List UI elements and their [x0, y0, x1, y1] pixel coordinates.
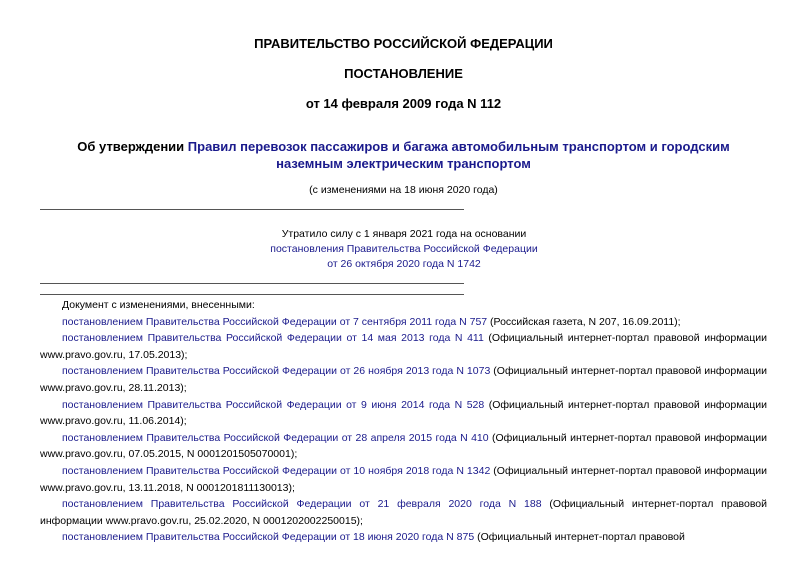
change-source: (Официальный интернет-портал правовой информации www.pravo.gov.ru, 13.11.2018, N 0001201811130013); — [40, 464, 767, 494]
change-entry — [40, 330, 767, 363]
change-link[interactable]: постановлением Правительства Российской Федерации от 14 мая 2013 года N 411 — [62, 332, 484, 345]
expired-text: Утратило силу с 1 января 2021 года на основании — [281, 228, 527, 240]
expired-notice — [40, 227, 768, 272]
revision-note: (с изменениями на 18 июня 2020 года) — [309, 184, 498, 196]
change-source: (Официальный интернет-портал правовой информации www.pravo.gov.ru, 25.02.2020, N 0001202002250015); — [40, 498, 767, 527]
change-link[interactable]: постановлением Правительства Российской Федерации от 18 июня 2020 года N 875 — [62, 531, 475, 544]
changes-list — [40, 297, 767, 546]
change-entry — [40, 529, 767, 546]
change-entry — [40, 463, 767, 496]
change-entry — [40, 430, 767, 463]
divider — [40, 294, 464, 295]
change-source: (Официальный интернет-портал правовой информации www.pravo.gov.ru, 28.11.2013); — [40, 365, 767, 394]
document-type: ПОСТАНОВЛЕНИЕ — [344, 66, 463, 81]
change-entry — [40, 397, 767, 430]
changes-intro: Документ с изменениями, внесенными: — [62, 299, 255, 311]
change-link[interactable]: постановлением Правительства Российской Федерации от 9 июня 2014 года N 528 — [62, 398, 485, 411]
subject-rules-link[interactable]: Правил перевозок пассажиров и багажа автомобильным транспортом и городским наземным электрическим транспортом — [187, 139, 730, 171]
divider — [40, 209, 464, 210]
change-source: (Официальный интернет-портал правовой — [474, 531, 685, 544]
change-link[interactable]: постановлением Правительства Российской Федерации от 26 ноября 2013 года N 1073 — [62, 365, 491, 378]
subject-prefix: Об утверждении — [77, 139, 188, 154]
expired-link-line1[interactable]: постановления Правительства Российской Федерации — [270, 243, 538, 255]
change-link[interactable]: постановлением Правительства Российской Федерации от 21 февраля 2020 года N 188 — [62, 498, 542, 511]
document-subject — [60, 138, 747, 172]
change-source: (Официальный интернет-портал правовой информации www.pravo.gov.ru, 07.05.2015, N 0001201505070001); — [40, 431, 767, 461]
change-entry — [40, 496, 767, 529]
document-date-number: от 14 февраля 2009 года N 112 — [305, 96, 502, 111]
change-entry — [40, 314, 767, 331]
change-link[interactable]: постановлением Правительства Российской Федерации от 7 сентября 2011 года N 757 — [62, 315, 488, 328]
divider — [40, 283, 464, 284]
change-link[interactable]: постановлением Правительства Российской Федерации от 28 апреля 2015 года N 410 — [62, 431, 489, 444]
change-source: (Официальный интернет-портал правовой информации www.pravo.gov.ru, 17.05.2013); — [40, 332, 767, 361]
government-title: ПРАВИТЕЛЬСТВО РОССИЙСКОЙ ФЕДЕРАЦИИ — [254, 36, 553, 51]
change-source: (Российская газета, N 207, 16.09.2011); — [487, 315, 681, 328]
expired-link-line2[interactable]: от 26 октября 2020 года N 1742 — [327, 258, 481, 270]
change-link[interactable]: постановлением Правительства Российской Федерации от 10 ноября 2018 года N 1342 — [62, 464, 491, 477]
change-source: (Официальный интернет-портал правовой информации www.pravo.gov.ru, 11.06.2014); — [40, 398, 767, 428]
change-entry — [40, 363, 767, 396]
